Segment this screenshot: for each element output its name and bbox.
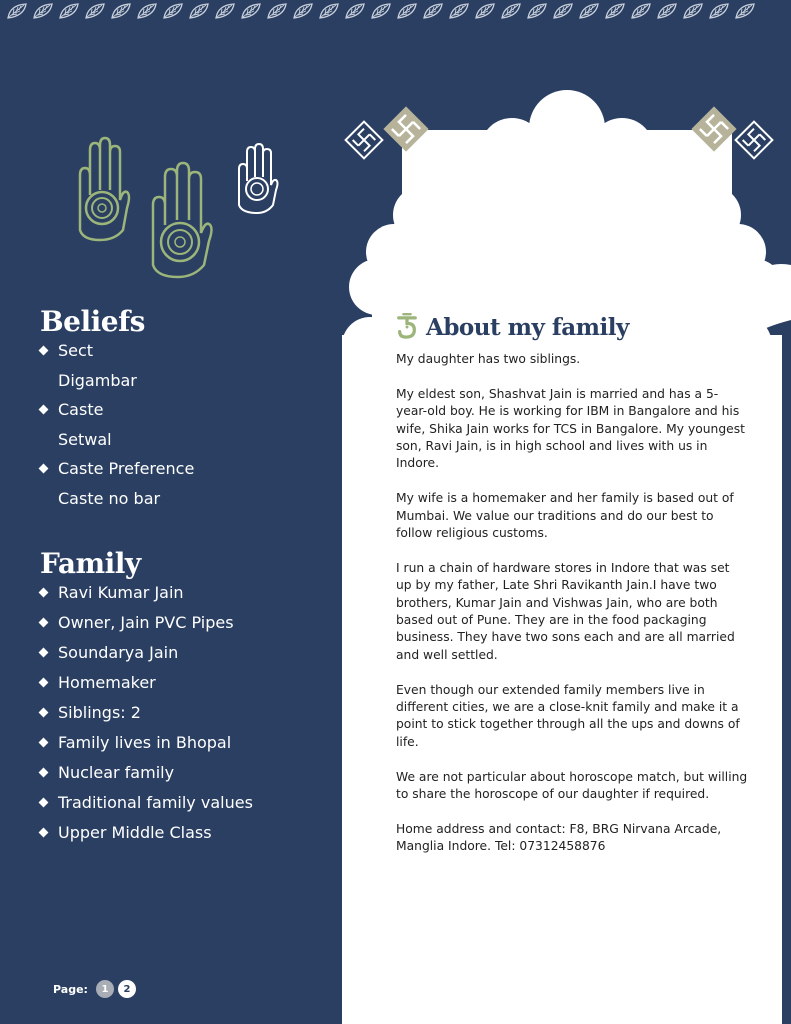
leaf-icon [370, 2, 392, 20]
leaf-icon [136, 2, 158, 20]
leaf-icon [604, 2, 626, 20]
leaf-icon [578, 2, 600, 20]
family-item [40, 733, 253, 763]
bullet-diamond-icon [39, 618, 49, 628]
bullet-diamond-icon [39, 708, 49, 718]
jain-symbol-icon [396, 312, 418, 342]
belief-category [40, 459, 194, 489]
family-item [40, 703, 253, 733]
family-heading: Family [40, 547, 141, 580]
leaf-icon [266, 2, 288, 20]
leaf-icon [318, 2, 340, 20]
leaf-icon [630, 2, 652, 20]
bullet-diamond-icon [39, 828, 49, 838]
leaf-icon [448, 2, 470, 20]
swastika-tile-icon [383, 106, 428, 151]
family-item [40, 583, 253, 613]
family-item-label: Traditional family values [58, 793, 253, 812]
ahimsa-hand-icon [239, 144, 278, 213]
belief-label: Digambar [58, 370, 137, 390]
about-paragraph: My daughter has two siblings. [396, 352, 581, 366]
leaf-icon [344, 2, 366, 20]
family-item-label: Owner, Jain PVC Pipes [58, 613, 234, 632]
leaf-icon [474, 2, 496, 20]
bullet-diamond-icon [39, 588, 49, 598]
leaf-icon [84, 2, 106, 20]
leaf-icon [422, 2, 444, 20]
page-label: Page: [53, 982, 88, 996]
family-item [40, 793, 253, 823]
bullet-diamond-icon [39, 738, 49, 748]
leaf-icon [656, 2, 678, 20]
belief-label: Caste Preference [58, 459, 195, 478]
leaf-icon [682, 2, 704, 20]
family-item [40, 763, 253, 793]
pagination [53, 980, 136, 998]
leaf-icon [734, 2, 756, 20]
family-item [40, 643, 253, 673]
belief-category [40, 400, 194, 430]
bullet-diamond-icon [39, 464, 49, 474]
about-paragraph: We are not particular about horoscope match, but willing to share the horoscope of our daughter if required. [396, 769, 748, 802]
leaf-icon [32, 2, 54, 20]
about-paragraph: My eldest son, Shashvat Jain is married and has a 5-year-old boy. He is working for IBM in Bangalore and his wife, Shika Jain works for TCS in Bangalore. My youngest son, Ravi Jain, is in high school and lives with us in Indore. [396, 386, 745, 471]
about-paragraph: Even though our extended family members live in different cities, we are a close-knit family and make it a point to stick together through all the ups and downs of life. [396, 682, 740, 749]
bullet-diamond-icon [39, 678, 49, 688]
leaf-icon [188, 2, 210, 20]
belief-category [40, 341, 194, 371]
leaf-icon [526, 2, 548, 20]
family-item-label: Upper Middle Class [58, 823, 212, 842]
leaf-icon [110, 2, 132, 20]
belief-value [40, 371, 194, 401]
belief-value [40, 489, 194, 519]
bullet-diamond-icon [39, 768, 49, 778]
beliefs-heading: Beliefs [40, 305, 145, 338]
about-header [396, 310, 629, 344]
beliefs-list [40, 341, 194, 518]
family-item-label: Soundarya Jain [58, 643, 179, 662]
belief-label: Caste no bar [58, 488, 161, 508]
bullet-diamond-icon [39, 648, 49, 658]
family-item-label: Siblings: 2 [58, 703, 141, 722]
belief-label: Setwal [58, 429, 112, 449]
family-item-label: Family lives in Bhopal [58, 733, 232, 752]
ahimsa-hands [70, 135, 290, 285]
family-item [40, 673, 253, 703]
leaf-icon [58, 2, 80, 20]
leaf-icon [500, 2, 522, 20]
family-list [40, 583, 253, 853]
about-paragraph: Home address and contact: F8, BRG Nirvana Arcade, Manglia Indore. Tel: 07312458876 [396, 821, 722, 854]
bullet-diamond-icon [39, 405, 49, 415]
swastika-tile-icon [691, 106, 736, 151]
belief-value [40, 430, 194, 460]
leaf-icon [214, 2, 236, 20]
belief-label: Sect [58, 341, 94, 360]
page-2-button[interactable]: 2 [118, 980, 136, 998]
family-item [40, 613, 253, 643]
leaf-icon [240, 2, 262, 20]
ahimsa-hand-icon [80, 138, 129, 240]
leaf-icon [396, 2, 418, 20]
about-paragraph: My wife is a homemaker and her family is based out of Mumbai. We value our traditions and do our best to follow religious customs. [396, 491, 734, 541]
bullet-diamond-icon [39, 798, 49, 808]
leaf-icon [292, 2, 314, 20]
ahimsa-hand-icon [153, 163, 212, 277]
about-paragraph: I run a chain of hardware stores in Indore that was set up by my father, Late Shri Ravikanth Jain.I have two brothers, Kumar Jain and Vishwas Jain, who are both based out of Pune. They are in the food packaging business. They have two sons each and are all married and well settled. [396, 560, 735, 662]
leaf-icon [162, 2, 184, 20]
ornament-tiles [342, 105, 791, 165]
family-item-label: Homemaker [58, 673, 156, 692]
belief-label: Caste [58, 400, 104, 419]
leaf-icon [552, 2, 574, 20]
page-1-button[interactable]: 1 [96, 980, 114, 998]
about-body [396, 351, 748, 873]
swastika-tile-icon [346, 122, 383, 159]
swastika-tile-icon [736, 122, 773, 159]
family-item [40, 823, 253, 853]
about-title: About my family [426, 313, 629, 341]
leaf-icon [708, 2, 730, 20]
family-item-label: Ravi Kumar Jain [58, 583, 184, 602]
bullet-diamond-icon [39, 346, 49, 356]
leaf-icon [6, 2, 28, 20]
family-item-label: Nuclear family [58, 763, 175, 782]
leaf-border [0, 0, 791, 22]
